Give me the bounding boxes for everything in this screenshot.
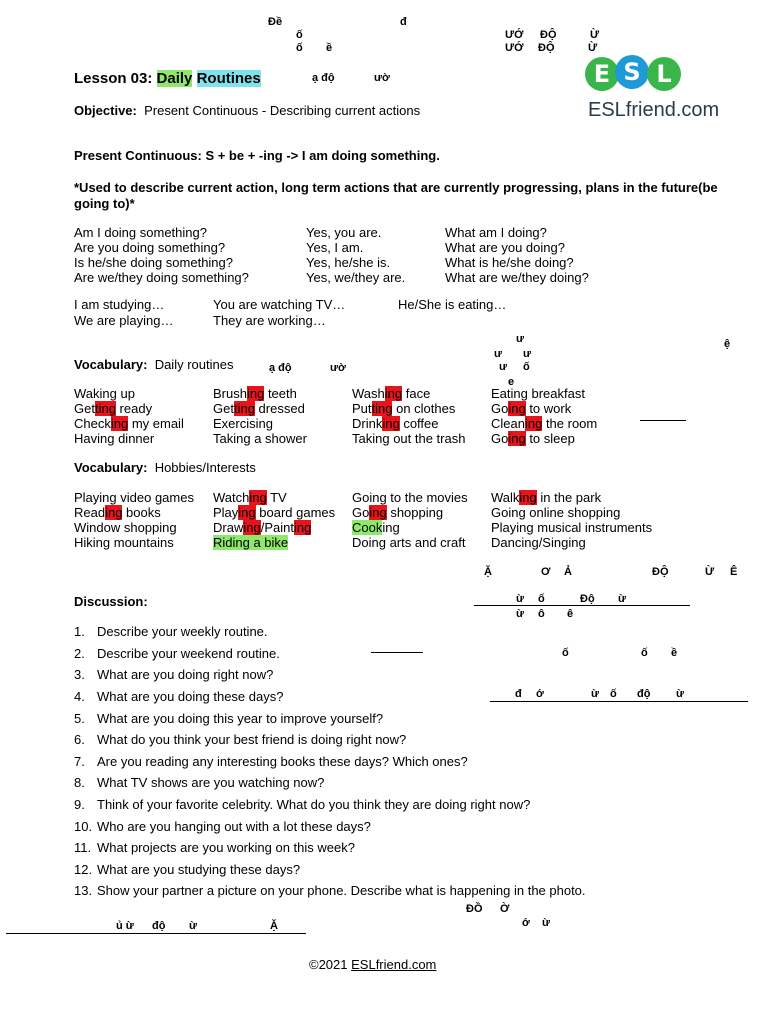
divider (474, 605, 690, 606)
vocab-item: Hiking mountains (74, 535, 174, 550)
answer-line: Yes, I am. (306, 240, 364, 255)
vocab-item: Dancing/Singing (491, 535, 586, 550)
question-line: What is he/she doing? (445, 255, 574, 270)
side-fragment: Ê (730, 566, 738, 578)
vocab-item: Taking out the trash (352, 431, 466, 446)
questions-col-3 (445, 225, 589, 285)
vocab-item: Riding a bike (213, 535, 289, 550)
vocab-item: Doing arts and craft (352, 535, 466, 550)
discussion-item: 3. What are you doing right now? (74, 667, 274, 682)
divider (640, 420, 686, 421)
vocab-item: Cooking (352, 520, 400, 535)
example: I am studying… (74, 297, 165, 312)
header-fragment: Ừ (590, 29, 600, 41)
vocab-item: Putting on clothes (352, 401, 456, 416)
header-fragment: ĐỘ (538, 42, 555, 54)
footer-fragment: ừ (189, 920, 197, 932)
divider (490, 701, 748, 702)
title-routines: Routines (196, 70, 261, 87)
header-fragment: ề (326, 42, 333, 54)
vocab-item: Watching TV (213, 490, 287, 505)
vocab-fragment: ạ độ (269, 362, 292, 374)
side-fragment: ư (494, 348, 502, 360)
footer-fragment: Ặ (270, 920, 278, 932)
discussion-item: 1. Describe your weekly routine. (74, 624, 268, 639)
vocab-item: Playing board games (213, 505, 336, 520)
vocab-daily-col-3 (352, 386, 465, 446)
side-fragment: ố (610, 688, 617, 700)
side-fragment: ớ (536, 688, 544, 700)
side-fragment: ừ (591, 688, 599, 700)
discussion-item: 7. Are you reading any interesting books these days? Which ones? (74, 754, 468, 769)
question-line: Am I doing something? (74, 225, 207, 240)
objective (74, 103, 420, 118)
vocab-item: Taking a shower (213, 431, 307, 446)
example: You are watching TV… (213, 297, 346, 312)
side-fragment: ê (567, 608, 574, 620)
footer-fragment: ớ (522, 917, 530, 929)
vocab-hobbies-col-2 (213, 490, 335, 550)
question-line: Are you doing something? (74, 240, 226, 255)
question-line: What are we/they doing? (445, 270, 589, 285)
vocab-sublabel: Daily routines (154, 357, 234, 372)
side-fragment: ừ (516, 608, 524, 620)
vocab-hobbies-heading (74, 460, 256, 475)
vocab-item: Going shopping (352, 505, 444, 520)
discussion-item: 2. Describe your weekend routine. (74, 646, 280, 661)
answer-line: Yes, you are. (306, 225, 382, 240)
title-fragment: ườ (374, 72, 390, 84)
side-fragment: Ặ (484, 566, 492, 578)
question-line: Are we/they doing something? (74, 270, 249, 285)
vocab-item: Getting dressed (213, 401, 305, 416)
header-fragment: Đề (268, 16, 283, 28)
vocab-daily-col-4 (491, 386, 597, 446)
discussion-item: 11. What projects are you working on this week? (74, 840, 355, 855)
side-fragment: ố (562, 647, 569, 659)
vocab-item: Exercising (213, 416, 273, 431)
vocab-item: Playing video games (74, 490, 194, 505)
esl-logo (585, 55, 705, 97)
answers-col-2 (306, 225, 405, 285)
side-fragment: đ (515, 688, 522, 700)
logo-bubble-s: S (615, 55, 649, 89)
lesson-number: Lesson 03: (74, 70, 153, 87)
vocab-item: Reading books (74, 505, 161, 520)
vocab-daily-heading (74, 357, 233, 372)
logo-bubble-l: L (647, 57, 681, 91)
side-fragment: ư (523, 348, 531, 360)
footer-fragment: ủ ừ (116, 920, 134, 932)
footer-fragment: ĐỒ (466, 903, 483, 915)
vocab-item: Going to work (491, 401, 572, 416)
example: He/She is eating… (398, 297, 507, 312)
vocab-item: Checking my email (74, 416, 184, 431)
discussion-item: 9. Think of your favorite celebrity. What do you think they are doing right now? (74, 797, 531, 812)
side-fragment: Ơ (541, 566, 551, 578)
side-fragment: ố (523, 361, 530, 373)
header-fragment: ƯỚ (505, 42, 524, 54)
vocab-daily-col-1 (74, 386, 184, 446)
discussion-item: 6. What do you think your best friend is doing right now? (74, 732, 407, 747)
header-fragment: ố (296, 29, 303, 41)
side-fragment: ệ (724, 338, 731, 350)
vocab-item: Brushing teeth (213, 386, 297, 401)
side-fragment: Ừ (705, 566, 715, 578)
vocab-hobbies-col-1 (74, 490, 194, 550)
vocab-item: Washing face (352, 386, 431, 401)
header-fragment: ĐỘ (540, 29, 557, 41)
logo-bubble-e: E (585, 57, 619, 91)
vocab-hobbies-col-4 (491, 490, 652, 550)
vocab-item: Walking in the park (491, 490, 602, 505)
footer-fragment: Ờ (500, 903, 510, 915)
question-line: What am I doing? (445, 225, 547, 240)
example: We are playing… (74, 313, 174, 328)
answer-line: Yes, he/she is. (306, 255, 391, 270)
vocab-item: Cleaning the room (491, 416, 598, 431)
header-fragment: ƯỚ (505, 29, 524, 41)
vocab-item: Drinking coffee (352, 416, 439, 431)
side-fragment: độ (637, 688, 651, 700)
header-fragment: Ừ (588, 42, 598, 54)
vocab-daily-col-2 (213, 386, 307, 446)
vocab-item: Eating breakfast (491, 386, 585, 401)
lesson-title (74, 70, 261, 88)
side-fragment: ề (671, 647, 678, 659)
vocab-item: Having dinner (74, 431, 155, 446)
copyright-link[interactable]: ESLfriend.com (351, 957, 437, 972)
header-fragment: đ (400, 16, 407, 28)
logo-text: ESLfriend.com (588, 99, 720, 121)
vocab-hobbies-col-3 (352, 490, 468, 550)
copyright: ©2021 ESLfriend.com (309, 957, 437, 972)
vocab-item: Playing musical instruments (491, 520, 653, 535)
side-fragment: ừ (516, 593, 524, 605)
vocab-item: Going to sleep (491, 431, 575, 446)
vocab-fragment: ườ (330, 362, 346, 374)
side-fragment: ố (641, 647, 648, 659)
title-fragment: ạ độ (312, 72, 335, 84)
discussion-heading: Discussion: (74, 594, 148, 609)
discussion-item: 12. What are you studying these days? (74, 862, 301, 877)
question-line: What are you doing? (445, 240, 565, 255)
vocab-label: Vocabulary: (74, 357, 148, 372)
discussion-item: 5. What are you doing this year to improve yourself? (74, 711, 384, 726)
divider (6, 933, 306, 934)
side-fragment: e (508, 376, 515, 388)
objective-text: Present Continuous - Describing current actions (144, 103, 421, 118)
answer-line: Yes, we/they are. (306, 270, 406, 285)
side-fragment: ừ (618, 593, 626, 605)
example: They are working… (213, 313, 326, 328)
discussion-item: 10. Who are you hanging out with a lot these days? (74, 819, 371, 834)
vocab-item: Window shopping (74, 520, 177, 535)
side-fragment: ô (538, 608, 545, 620)
divider (371, 652, 423, 653)
vocab-item: Drawing/Painting (213, 520, 312, 535)
vocab-item: Going online shopping (491, 505, 621, 520)
vocab-item: Getting ready (74, 401, 153, 416)
objective-label: Objective: (74, 103, 137, 118)
vocab-label: Vocabulary: (74, 460, 148, 475)
vocab-item: Waking up (74, 386, 135, 401)
side-fragment: ư (516, 333, 524, 345)
footer-fragment: ừ (542, 917, 550, 929)
side-fragment: Ả (564, 566, 572, 578)
grammar-usage: *Used to describe current action, long term actions that are currently progressing, plans in the future(be going to)* (74, 180, 718, 211)
title-daily: Daily (156, 70, 193, 87)
side-fragment: Độ (580, 593, 595, 605)
side-fragment: ĐỘ (652, 566, 669, 578)
side-fragment: ừ (676, 688, 684, 700)
vocab-sublabel: Hobbies/Interests (154, 460, 256, 475)
grammar-formula: Present Continuous: S + be + -ing -> I am doing something. (74, 148, 440, 163)
side-fragment: ư (499, 361, 507, 373)
discussion-item: 13. Show your partner a picture on your phone. Describe what is happening in the photo. (74, 883, 586, 898)
header-fragment: ố (296, 42, 303, 54)
question-line: Is he/she doing something? (74, 255, 233, 270)
side-fragment: ố (538, 593, 545, 605)
discussion-item: 4. What are you doing these days? (74, 689, 284, 704)
vocab-item: Going to the movies (352, 490, 468, 505)
footer-fragment: độ (152, 920, 166, 932)
questions-col-1 (74, 225, 249, 285)
discussion-item: 8. What TV shows are you watching now? (74, 775, 325, 790)
